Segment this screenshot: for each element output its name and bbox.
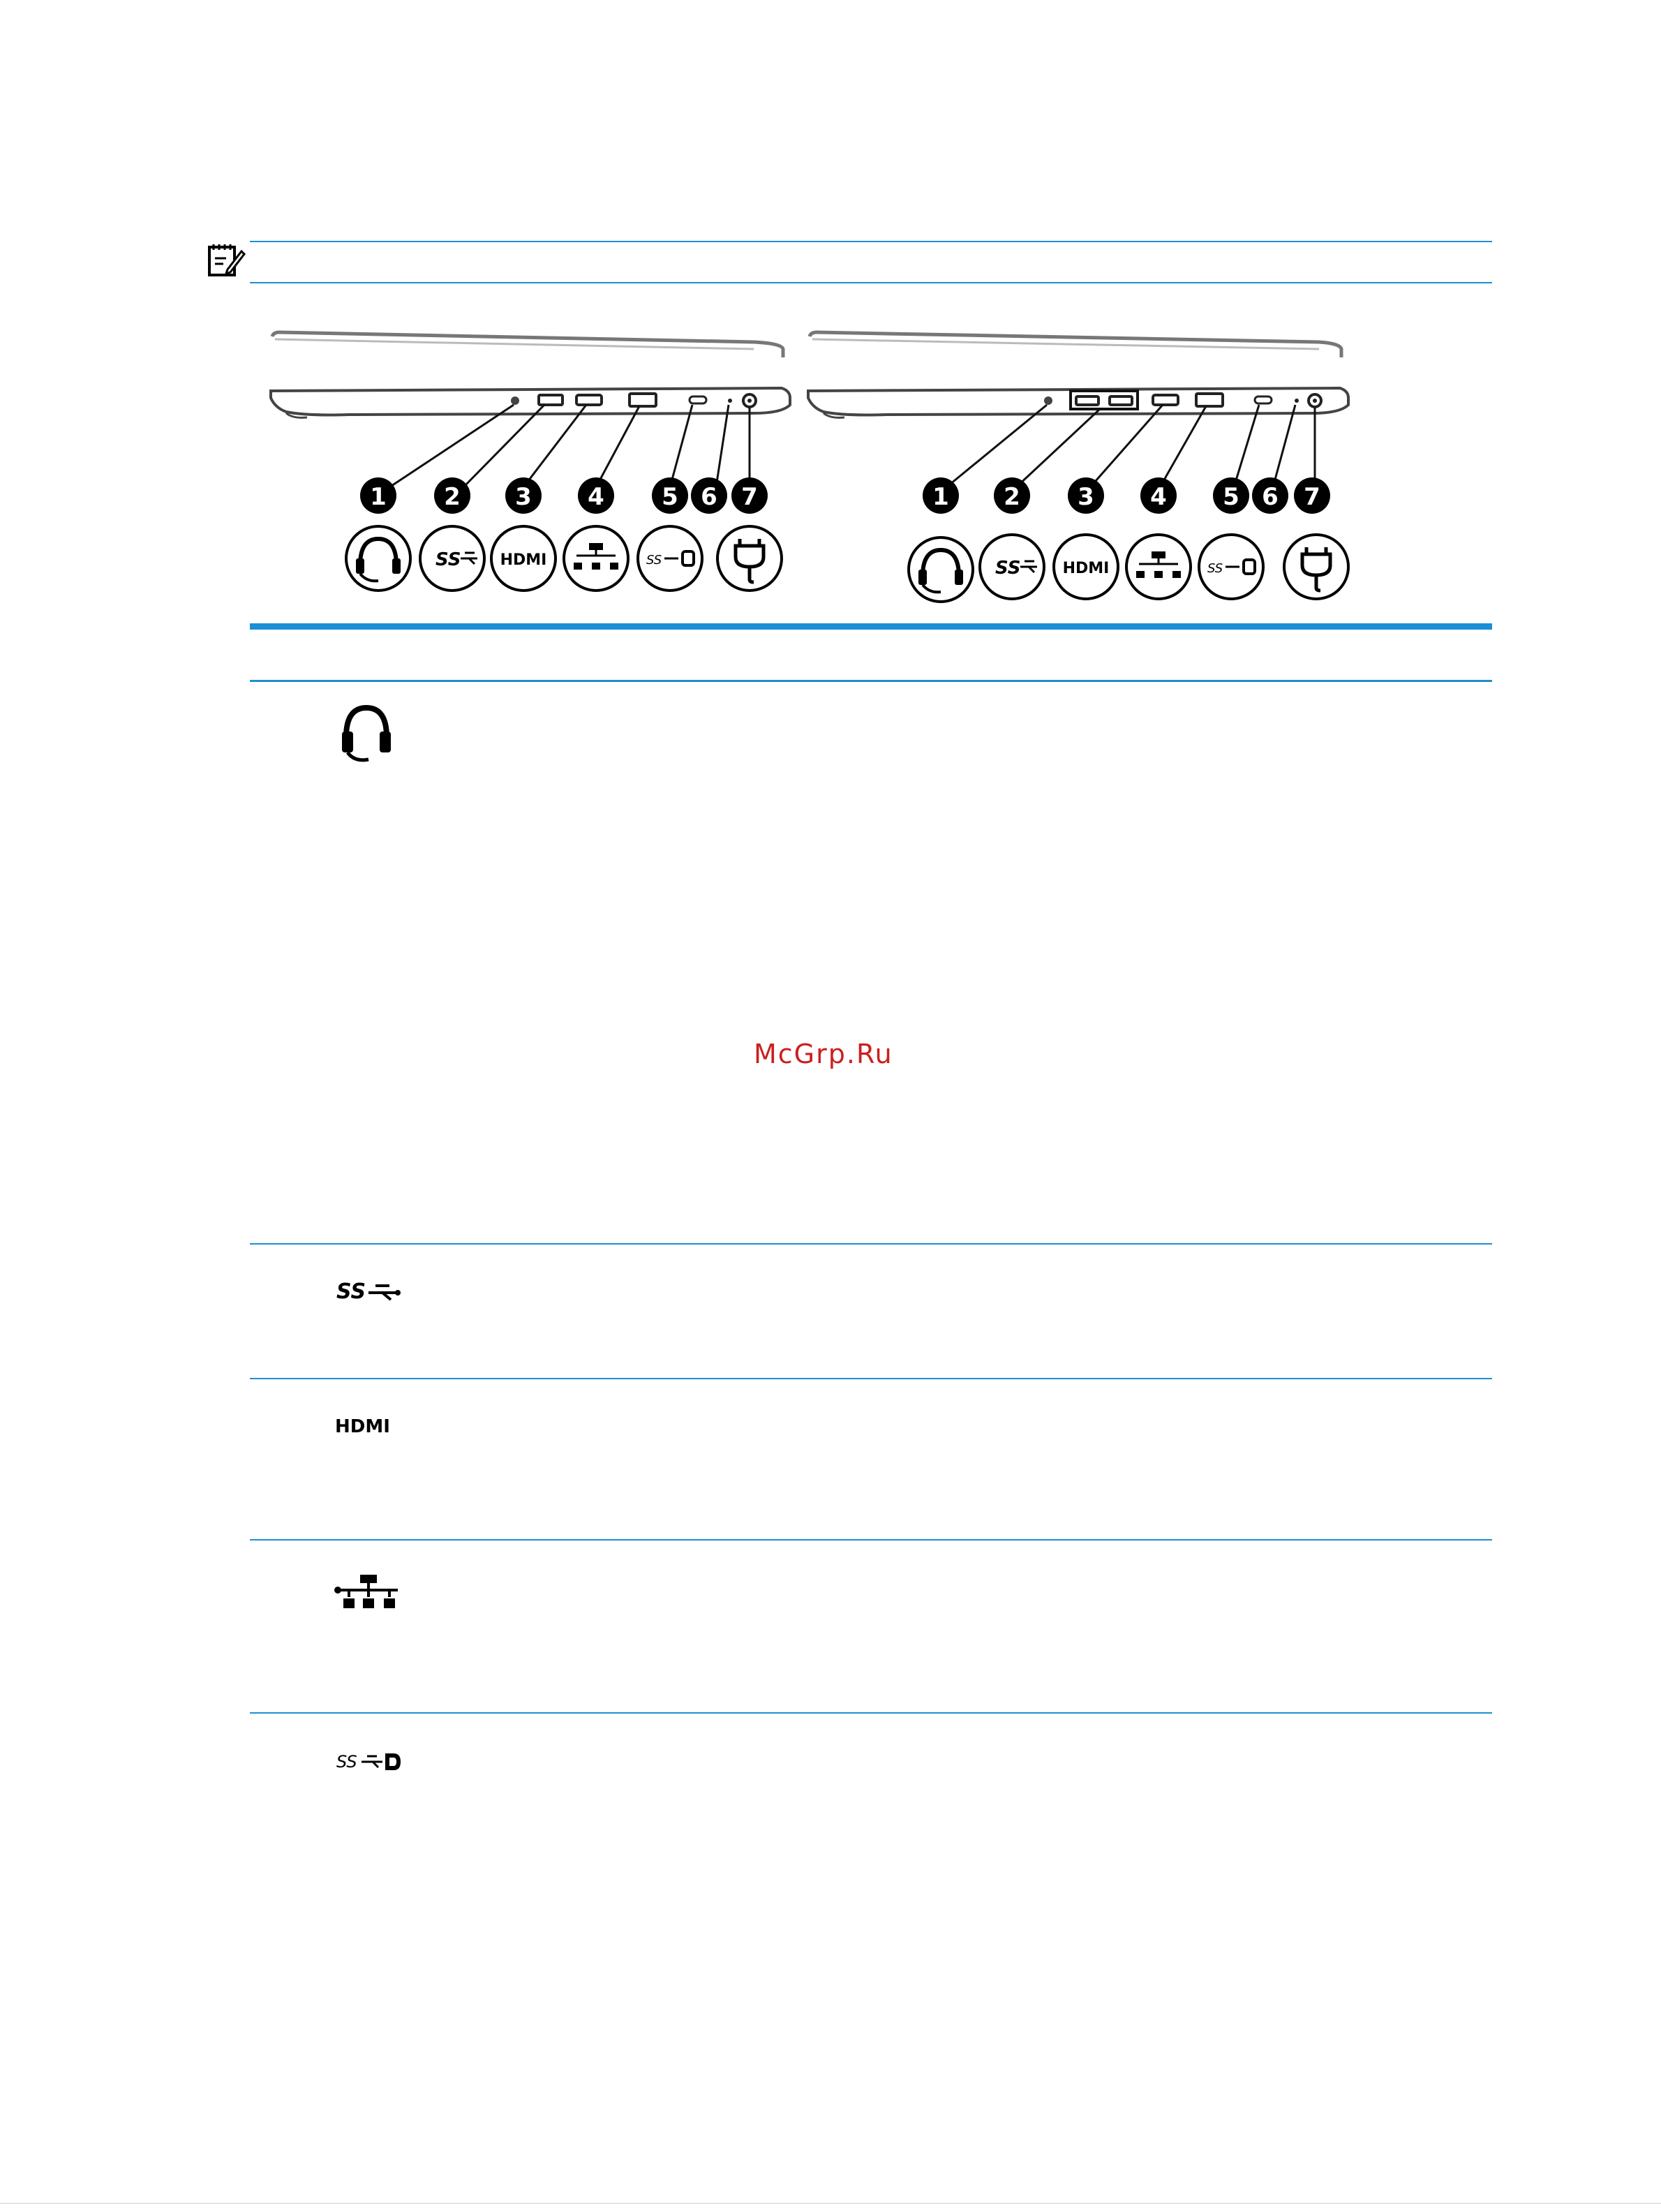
callout-5 — [652, 477, 688, 514]
svg-text:SS: SS — [336, 1752, 357, 1772]
callout-6 — [1252, 477, 1288, 514]
callout-2 — [994, 477, 1030, 514]
callout-3 — [1068, 477, 1104, 514]
table-row-rule — [250, 1712, 1492, 1714]
table-row-rule — [250, 1378, 1492, 1379]
callout-1 — [360, 477, 396, 514]
callout-7 — [1294, 477, 1330, 514]
callout-1 — [923, 477, 959, 514]
watermark-text: McGrp.Ru — [754, 1039, 893, 1069]
headset-icon — [346, 526, 410, 591]
svg-text:SS: SS — [1207, 561, 1223, 576]
callout-label: 2 — [1004, 483, 1020, 511]
callout-5 — [1213, 477, 1249, 514]
usb-c-displayport-icon — [334, 1749, 403, 1774]
callout-label: 3 — [515, 483, 532, 511]
rj45-network-icon — [564, 526, 628, 591]
rj45-network-icon — [334, 1573, 403, 1611]
callout-4 — [578, 477, 614, 514]
table-header-top-rule — [250, 623, 1492, 630]
page-bottom-edge — [0, 2203, 1661, 2204]
usb-c-displayport-icon — [1199, 535, 1263, 599]
usb-superspeed-icon — [420, 526, 484, 591]
usb-superspeed-icon — [980, 535, 1044, 599]
usb-superspeed-icon — [334, 1277, 403, 1305]
callout-label: 6 — [1262, 483, 1279, 511]
power-connector-icon — [1284, 535, 1348, 599]
rj45-network-icon — [1126, 535, 1191, 599]
callout-6 — [691, 477, 727, 514]
headset-icon — [909, 537, 973, 602]
svg-text:HDMI: HDMI — [500, 551, 547, 569]
headset-icon — [334, 699, 399, 762]
svg-text:SS: SS — [646, 553, 662, 567]
hdmi-icon — [334, 1416, 403, 1437]
callout-label: 1 — [370, 483, 387, 511]
callout-2 — [434, 477, 470, 514]
callout-label: 7 — [741, 483, 758, 511]
svg-text:SS: SS — [995, 558, 1021, 579]
callout-label: 7 — [1304, 483, 1320, 511]
hdmi-icon — [1054, 535, 1118, 599]
svg-text:HDMI: HDMI — [335, 1416, 390, 1437]
callout-4 — [1140, 477, 1177, 514]
table-header-bottom-rule — [250, 680, 1492, 682]
svg-text:SS: SS — [435, 549, 461, 570]
laptop-side-view-left — [265, 321, 824, 614]
power-connector-icon — [717, 526, 782, 591]
note-bottom-rule — [250, 282, 1492, 283]
callout-3 — [505, 477, 542, 514]
usb-c-displayport-icon — [638, 526, 702, 591]
table-row-rule — [250, 1539, 1492, 1541]
table-row-rule — [250, 1243, 1492, 1245]
callout-label: 6 — [701, 483, 717, 511]
callout-label: 4 — [588, 483, 604, 511]
laptop-side-view-right — [803, 321, 1361, 614]
note-top-rule — [250, 241, 1492, 242]
callout-label: 4 — [1150, 483, 1167, 511]
callout-7 — [731, 477, 768, 514]
svg-text:HDMI: HDMI — [1062, 560, 1110, 577]
callout-label: 5 — [662, 483, 678, 511]
hdmi-icon — [491, 526, 556, 591]
callout-label: 2 — [444, 483, 461, 511]
note-icon — [207, 242, 246, 278]
callout-label: 5 — [1223, 483, 1239, 511]
svg-text:SS: SS — [336, 1279, 366, 1304]
callout-label: 3 — [1078, 483, 1094, 511]
callout-label: 1 — [932, 483, 949, 511]
